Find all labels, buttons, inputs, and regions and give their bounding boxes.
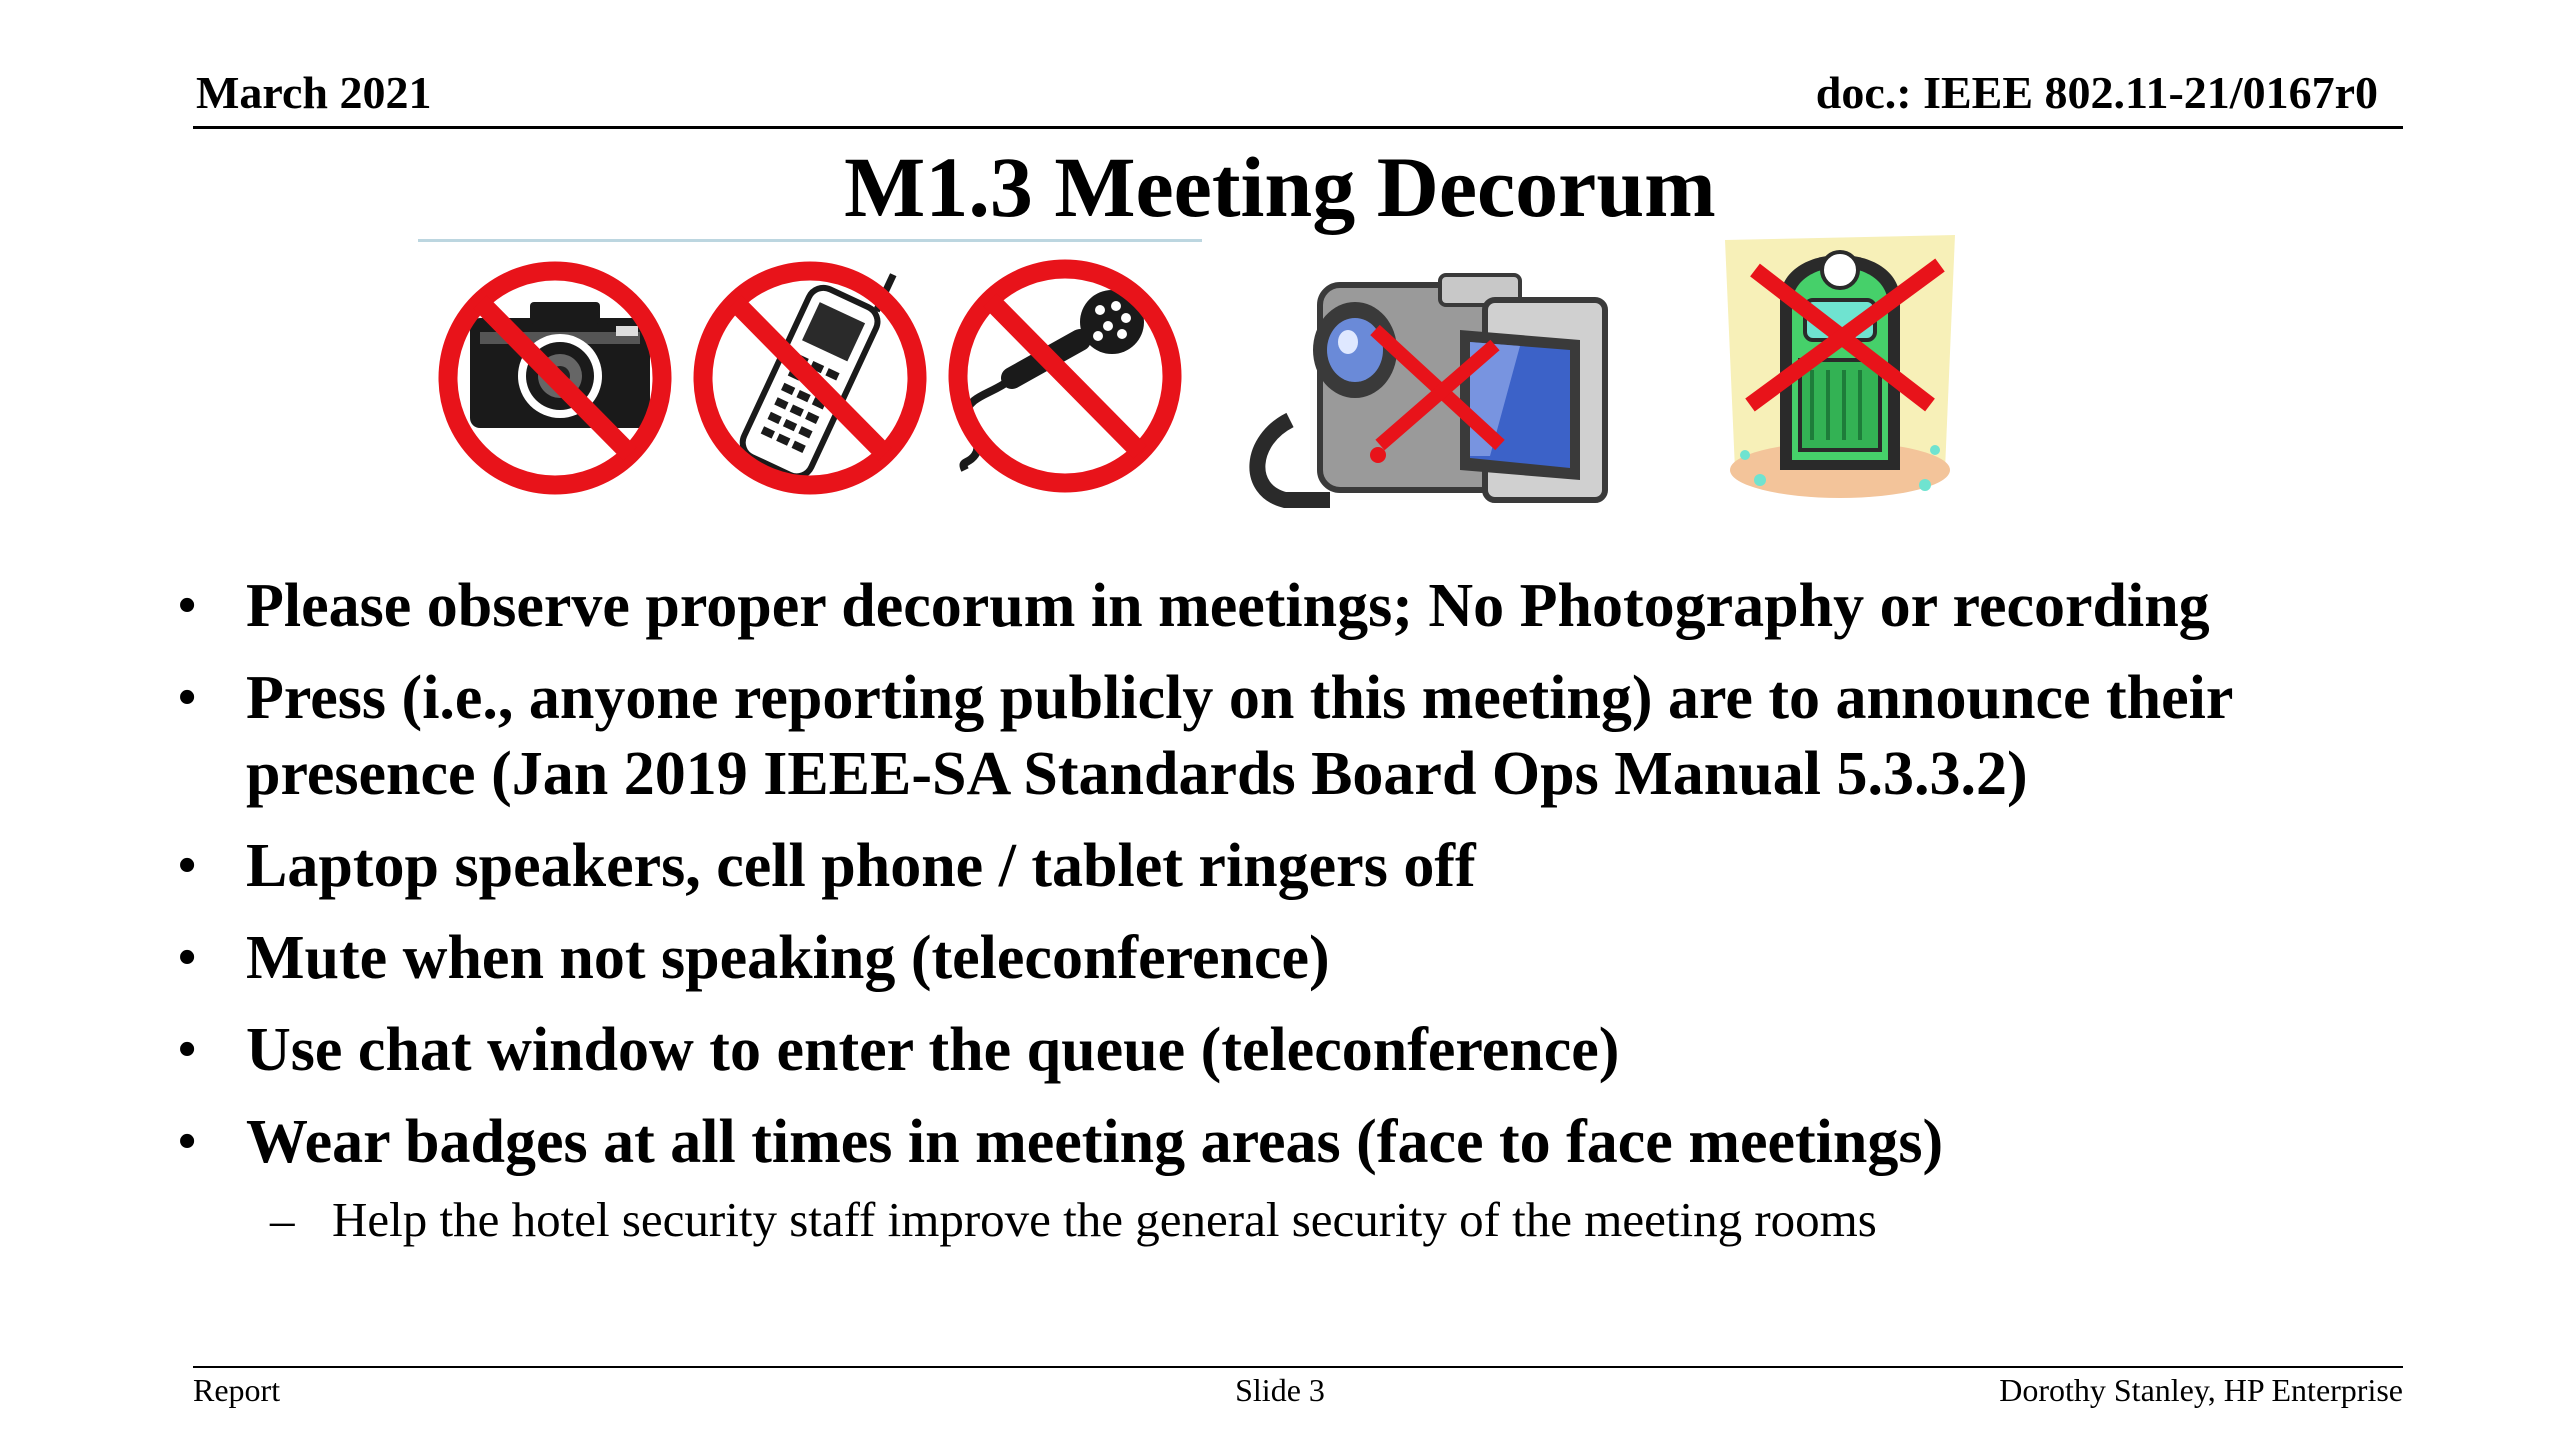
bullet-text: Mute when not speaking (teleconference) [246, 924, 1330, 992]
sub-bullet-item: – Help the hotel security staff improve the general security of the meeting rooms [270, 1192, 1877, 1247]
bullet-item: • Wear badges at all times in meeting areas (face to face meetings) [178, 1108, 1944, 1176]
bullet-item: • Mute when not speaking (teleconference) [178, 924, 1330, 992]
footer-left: Report [193, 1372, 281, 1408]
bullet-item: • Press (i.e., anyone reporting publicly on this meeting) are to announce their presence (Jan 2019 IEEE-SA Standards Board Ops Manual 5.3.3.2) [178, 664, 2233, 808]
bullet-item: • Use chat window to enter the queue (teleconference) [178, 1016, 1620, 1084]
bullet-text: Laptop speakers, cell phone / tablet ringers off [246, 832, 1476, 900]
bullet-list [178, 568, 2428, 1250]
bullet-text: Please observe proper decorum in meetings; No Photography or recording [246, 572, 2210, 640]
no-cellphone-icon [703, 246, 917, 485]
no-video-camera-icon [1257, 275, 1605, 500]
footer-author: Dorothy Stanley, HP Enterprise [1999, 1372, 2403, 1408]
footer-rule [193, 1366, 2403, 1368]
bullet-item: • Please observe proper decorum in meetings; No Photography or recording [178, 572, 2210, 640]
sub-bullet-text: Help the hotel security staff improve the general security of the meeting rooms [332, 1192, 1877, 1247]
no-microphone-icon [958, 269, 1172, 483]
slide-title: M1.3 Meeting Decorum [844, 139, 1716, 235]
no-camera-icon [448, 271, 662, 485]
footer-slide-number: Slide 3 [1235, 1372, 1325, 1408]
no-jukebox-icon [1725, 235, 1955, 498]
bullet-text: Press (i.e., anyone reporting publicly on this meeting) are to announce their presence (Jan 2019 IEEE-SA Standards Board Ops Manual 5.3.3.2) [246, 664, 2233, 808]
bullet-item: • Laptop speakers, cell phone / tablet ringers off [178, 832, 1476, 900]
header-date: March 2021 [196, 67, 432, 118]
header-doc-id: doc.: IEEE 802.11-21/0167r0 [1815, 67, 2378, 118]
bullet-text: Use chat window to enter the queue (teleconference) [246, 1016, 1620, 1084]
bullet-text: Wear badges at all times in meeting areas (face to face meetings) [246, 1108, 1944, 1176]
